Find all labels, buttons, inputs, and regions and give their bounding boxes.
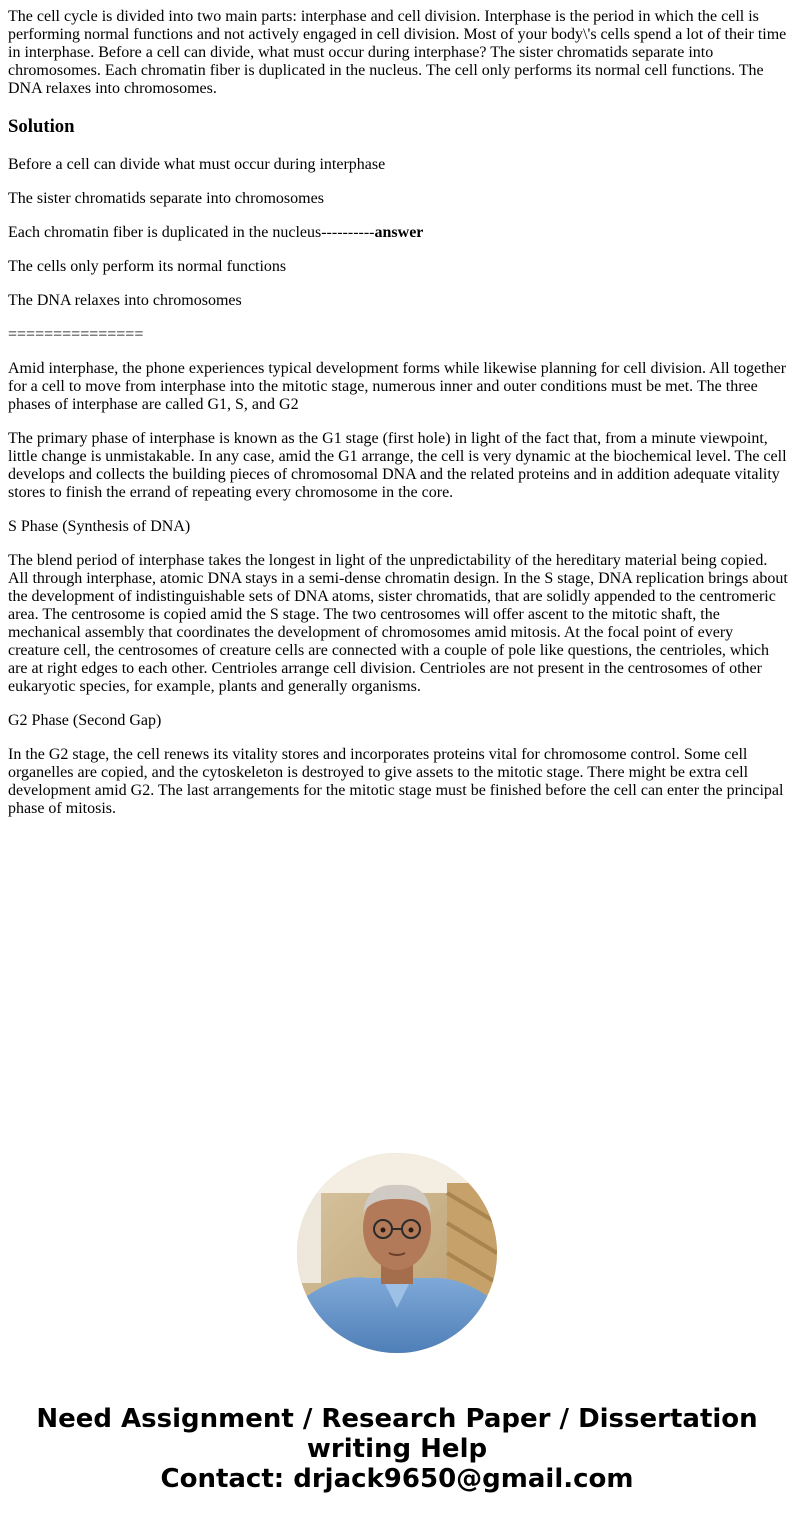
paragraph-interphase: Amid interphase, the phone experiences typical development forms while likewise planning for cell division. All together for a cell to move from interphase into the mitotic stage, numerous inner and outer conditions must be met. The three phases of interphase are called G1, S, and G2 <box>8 360 787 413</box>
answer-label: answer <box>374 224 424 241</box>
document-body <box>8 8 788 834</box>
paragraph-g2-phase: In the G2 stage, the cell renews its vitality stores and incorporates proteins vital for chromosome control. Some cell organelles are copied, and the cytoskeleton is destroyed to give assets to the mitotic stage. There might be extra cell development amid G2. The last arrangements for the mitotic stage must be finished before the cell can enter the principal phase of mitosis. <box>8 746 784 817</box>
option-1: The sister chromatids separate into chromosomes <box>8 190 324 207</box>
g2-phase-heading: G2 Phase (Second Gap) <box>8 712 162 729</box>
s-phase-heading: S Phase (Synthesis of DNA) <box>8 518 191 535</box>
avatar-portrait <box>297 1153 497 1353</box>
question-text: The cell cycle is divided into two main parts: interphase and cell division. Interphase is the period in which the cell is performing normal functions and not actively engaged in cell division. Most of your body\'s cells spend a lot of their time in interphase. Before a cell can divide, what must occur during interphase? The sister chromatids separate into chromosomes. Each chromatin fiber is duplicated in the nucleus. The cell only performs its normal cell functions. The DNA relaxes into chromosomes. <box>8 8 787 97</box>
footer-line-2: writing Help <box>306 1434 488 1464</box>
paragraph-g1: The primary phase of interphase is known as the G1 stage (first hole) in light of the fact that, from a minute viewpoint, little change is unmistakable. In any case, amid the G1 arrange, the cell is very dynamic at the biochemical level. The cell develops and collects the building pieces of chromosomal DNA and the related proteins and in addition adequate vitality stores to finish the errand of repeating every chromosome in the core. <box>8 430 787 501</box>
paragraph-s-phase: The blend period of interphase takes the longest in light of the unpredictability of the hereditary material being copied. All through interphase, atomic DNA stays in a semi-dense chromatin design. In the S stage, DNA replication brings about the development of indistinguishable sets of DNA atoms, sister chromatids, that are solidly appended to the centromeric area. The centrosome is copied amid the S stage. The two centrosomes will offer ascent to the mitotic shaft, the mechanical assembly that coordinates the development of chromosomes amid mitosis. At the focal point of every creature cell, the centrosomes of creature cells are connected with a couple of pole like questions, the centrioles, which are at right edges to each other. Centrioles arrange cell division. Centrioles are not present in the centrosomes of other eukaryotic species, for example, plants and generally organisms. <box>8 552 788 695</box>
solution-prompt: Before a cell can divide what must occur during interphase <box>8 156 386 173</box>
option-2-text: Each chromatin fiber is duplicated in the nucleus---------- <box>8 224 375 241</box>
footer-contact <box>0 1404 794 1494</box>
separator: =============== <box>8 326 144 343</box>
option-2 <box>8 224 788 242</box>
footer-contact-line: Contact: drjack9650@gmail.com <box>160 1464 634 1494</box>
option-4: The DNA relaxes into chromosomes <box>8 292 242 309</box>
footer-line-1: Need Assignment / Research Paper / Dissertation <box>36 1404 758 1434</box>
solution-heading: Solution <box>8 116 75 137</box>
avatar <box>297 1153 497 1353</box>
option-3: The cells only perform its normal functions <box>8 258 287 275</box>
